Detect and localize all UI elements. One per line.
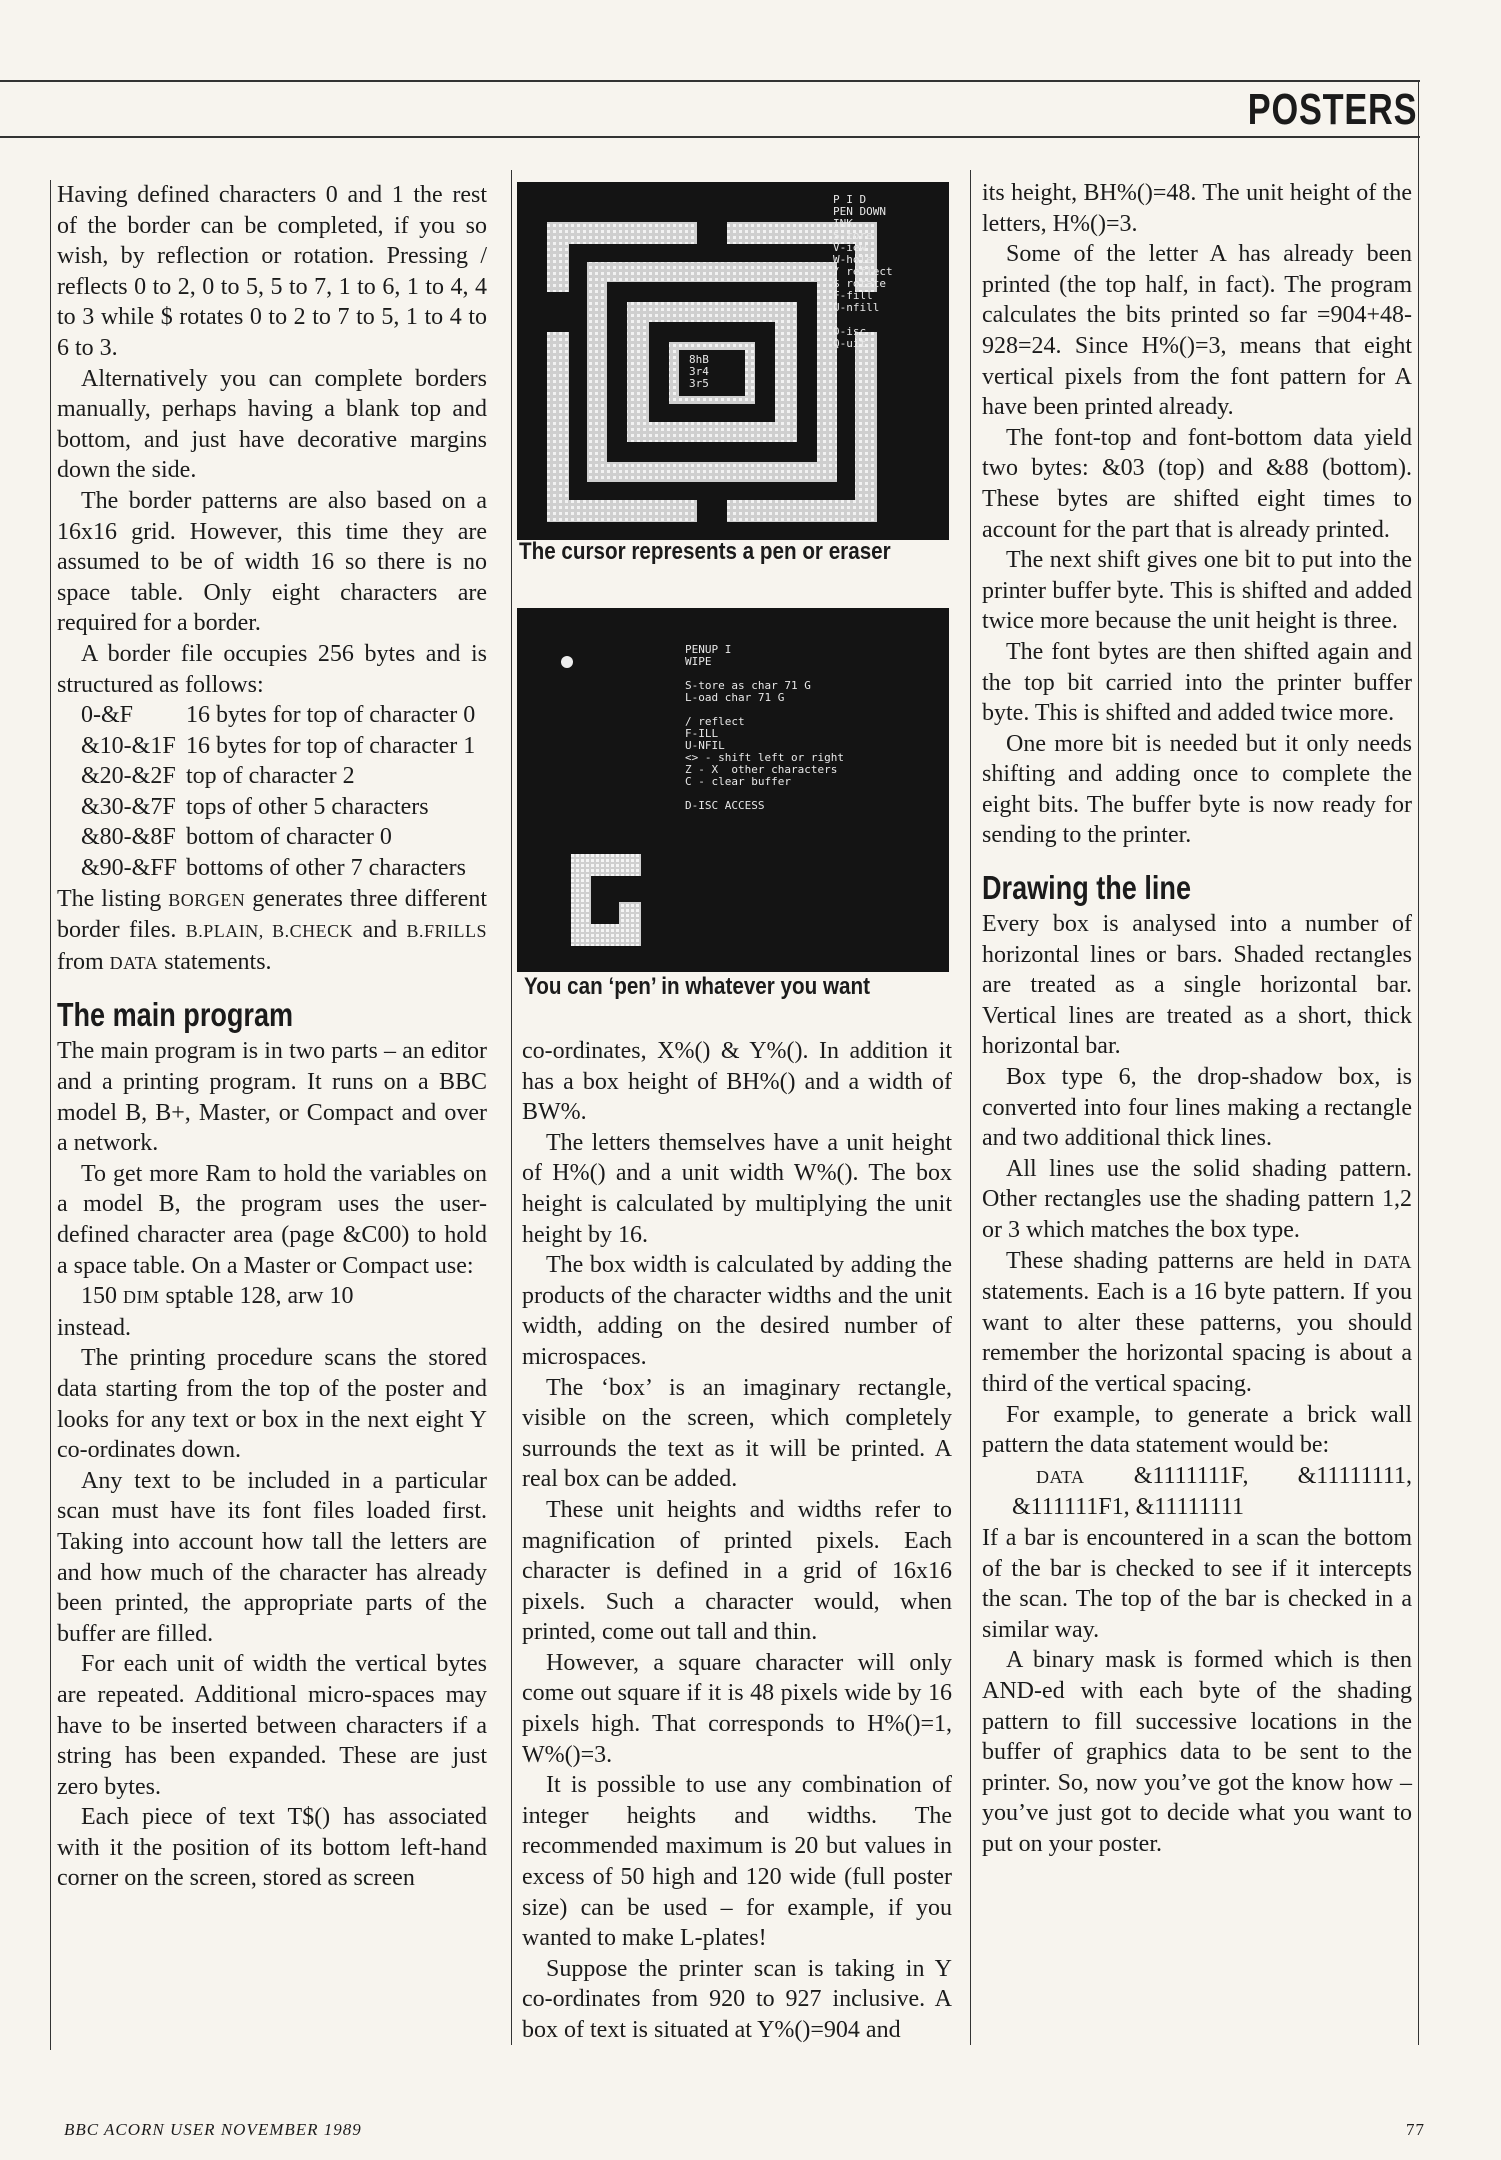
paragraph: The font-top and font-bottom data yield two bytes: &03 (top) and &88 (bottom). These bytes are shifted eight times to account for the part that is already printed. — [982, 424, 1412, 543]
paragraph: The listing BORGEN generates three different border files. B.PLAIN, B.CHECK and B.FRILLS from DATA statements. — [57, 885, 488, 975]
caption-fig1: The cursor represents a pen or eraser — [519, 538, 891, 565]
border-file-table — [57, 700, 487, 884]
paragraph: One more bit is needed but it only needs shifting and adding once to complete the eight bits. The buffer byte is now ready for sending to the printer. — [982, 730, 1412, 849]
paragraph: Suppose the printer scan is taking in Y co-ordinates from 920 to 927 inclusive. A box of text is situated at Y%()=904 and — [522, 1955, 952, 2043]
paragraph: A border file occupies 256 bytes and is structured as follows: — [57, 640, 487, 698]
table-row: &90-&FF bottoms of other 7 characters — [81, 855, 466, 882]
left-column-rule — [50, 180, 51, 2050]
paragraph: If a bar is encountered in a scan the bottom of the bar is checked to see if it intercepts the scan. The top of the bar is checked in a similar way. — [982, 1524, 1412, 1643]
paragraph: The border patterns are also based on a 16x16 grid. However, this time they are assumed to be of width 16 so there is no space table. Only eight characters are required for a border. — [57, 487, 487, 637]
paragraph: For each unit of width the vertical bytes are repeated. Additional micro-spaces may have to be inserted between characters if a string has been expanded. These are just zero bytes. — [57, 1651, 487, 1800]
paragraph: The next shift gives one bit to put into the printer buffer byte. This is shifted and added twice more because the unit height is three. — [982, 547, 1412, 635]
paragraph: For example, to generate a brick wall pattern the data statement would be: — [982, 1401, 1412, 1459]
screenshot-character-editor — [517, 608, 949, 972]
paragraph: The letters themselves have a unit height of H%() and a unit width W%(). The box height is calculated by multiplying the unit height by 16. — [522, 1129, 952, 1248]
code-line: 150 DIM sptable 128, arw 10 — [81, 1283, 354, 1310]
paragraph: Any text to be included in a particular scan must have its font files loaded first. Taking into account how tall the letters are and how much of the character has already been printed, the appropriate parts of the buffer are filled. — [57, 1467, 487, 1647]
cursor-icon — [561, 656, 573, 668]
paragraph: its height, BH%()=48. The unit height of the letters, H%()=3. — [982, 180, 1412, 237]
column-2 — [522, 1036, 952, 2046]
pen-character-icon — [561, 854, 661, 954]
paragraph: The ‘box’ is an imaginary rectangle, visible on the screen, which completely surrounds the text as it will be printed. A real box can be added. — [522, 1374, 952, 1493]
top-rule — [0, 80, 1420, 82]
section-title: POSTERS — [1247, 85, 1417, 134]
paragraph: All lines use the solid shading pattern. Other rectangles use the shading pattern 1,2 or 3 which matches the box type. — [982, 1155, 1412, 1243]
paragraph: Every box is analysed into a number of horizontal lines or bars. Shaded rectangles are treated as a single horizontal bar. Vertical lines are treated as a short, thick horizontal bar. — [982, 911, 1412, 1060]
header-rule — [0, 136, 1420, 138]
character-editor-menu: PENUP I WIPE S-tore as char 71 G L-oad char 71 G / reflect F-ILL U-NFIL <> - shift left or right Z - X other characters C - clear buffer D-ISC ACCESS — [685, 643, 844, 812]
column-divider-2 — [970, 170, 971, 2045]
table-row: &10-&1F 16 bytes for top of character 1 — [81, 732, 476, 759]
table-row: &20-&2F top of character 2 — [81, 763, 355, 790]
paragraph: Box type 6, the drop-shadow box, is converted into four lines making a rectangle and two additional thick lines. — [982, 1064, 1412, 1152]
page-number: 77 — [1406, 2120, 1425, 2139]
screenshot-editor-grid — [517, 182, 949, 540]
paragraph: The printing procedure scans the stored data starting from the top of the poster and looks for any text or box in the next eight Y co-ordinates down. — [57, 1345, 487, 1464]
editor-menu: P I D PEN DOWN INK S-tore V-iew W-hole / reflect $ rotate F-fill U-nfill D-isc Q-uit — [833, 193, 893, 350]
paragraph: These unit heights and widths refer to magnification of printed pixels. Each character is defined in a grid of 16x16 pixels. Such a character would, when printed, come out tall and thin. — [522, 1496, 952, 1646]
paragraph: The main program is in two parts – an editor and a printing program. It runs on a BBC model B, B+, Master, or Compact and over a network. — [57, 1038, 487, 1157]
paragraph: A binary mask is formed which is then AND-ed with each byte of the shading pattern to fill successive locations in the buffer of graphics data to be sent to the printer. So, now you’ve got the know how – you’ve just got to decide what you want to put on your poster. — [982, 1647, 1412, 1857]
paragraph: The font bytes are then shifted again and the top bit carried into the printer buffer byte. This is shifted and added twice more. — [982, 638, 1412, 727]
paragraph: instead. — [57, 1314, 131, 1341]
paragraph: Alternatively you can complete borders manually, perhaps having a blank top and bottom, and just have decorative margins down the side. — [57, 365, 487, 484]
paragraph: These shading patterns are held in DATA statements. Each is a 16 byte pattern. If you want to alter these patterns, you should remember the horizontal spacing is about a third of the vertical spacing. — [982, 1247, 1412, 1397]
column-3 — [982, 178, 1412, 1859]
editor-centre-readout: 8hB 3r4 3r5 — [689, 353, 709, 390]
heading-drawing-the-line: Drawing the line — [982, 869, 1191, 907]
table-row: &30-&7F tops of other 5 characters — [81, 793, 429, 820]
paragraph: It is possible to use any combination of integer heights and widths. The recommended maximum is 20 but values in excess of 50 high and 120 wide (full poster size) can be used – for example, if you wanted to make L-plates! — [522, 1772, 952, 1952]
column-1 — [57, 180, 487, 1894]
paragraph: To get more Ram to hold the variables on a model B, the program uses the user-defined character area (page &C00) to hold a space table. On a Master or Compact use: — [57, 1160, 487, 1279]
caption-fig2: You can ‘pen’ in whatever you want — [524, 973, 870, 1000]
paragraph: Having defined characters 0 and 1 the rest of the border can be completed, if you so wish, by reflection or rotation. Pressing / reflects 0 to 2, 0 to 5, 5 to 7, 1 to 6, 1 to 4, 4 to 3 while $ rotates 0 to 2 to 7 to 5, 1 to 4 to 6 to 3. — [57, 182, 487, 361]
paragraph: Each piece of text T$() has associated with it the position of its bottom left-hand corner on the screen, stored as screen — [57, 1804, 487, 1892]
paragraph: co-ordinates, X%() & Y%(). In addition it has a box height of BH%() and a width of BW%. — [522, 1038, 952, 1126]
column-divider-1 — [511, 170, 512, 2045]
right-edge-rule — [1418, 80, 1419, 2045]
footer-issue: BBC ACORN USER NOVEMBER 1989 — [64, 2120, 362, 2139]
paragraph: However, a square character will only come out square if it is 48 pixels wide by 16 pixels high. That corresponds to H%()=1, W%()=3. — [522, 1649, 952, 1768]
code-line: DATA &1111111F, &11111111, &111111F1, &11111111 — [1012, 1462, 1412, 1521]
paragraph: The box width is calculated by adding the products of the character widths and the unit width, adding on the desired number of microspaces. — [522, 1252, 952, 1370]
table-row: &80-&8F bottom of character 0 — [81, 824, 392, 851]
heading-main-program: The main program — [57, 996, 294, 1034]
paragraph: Some of the letter A has already been printed (the top half, in fact). The program calculates the bits printed so far =904+48-928=24. Since H%()=3, means that eight vertical pixels from the font pattern for A have been printed already. — [982, 241, 1412, 421]
table-row: 0-&F 16 bytes for top of character 0 — [81, 702, 476, 729]
